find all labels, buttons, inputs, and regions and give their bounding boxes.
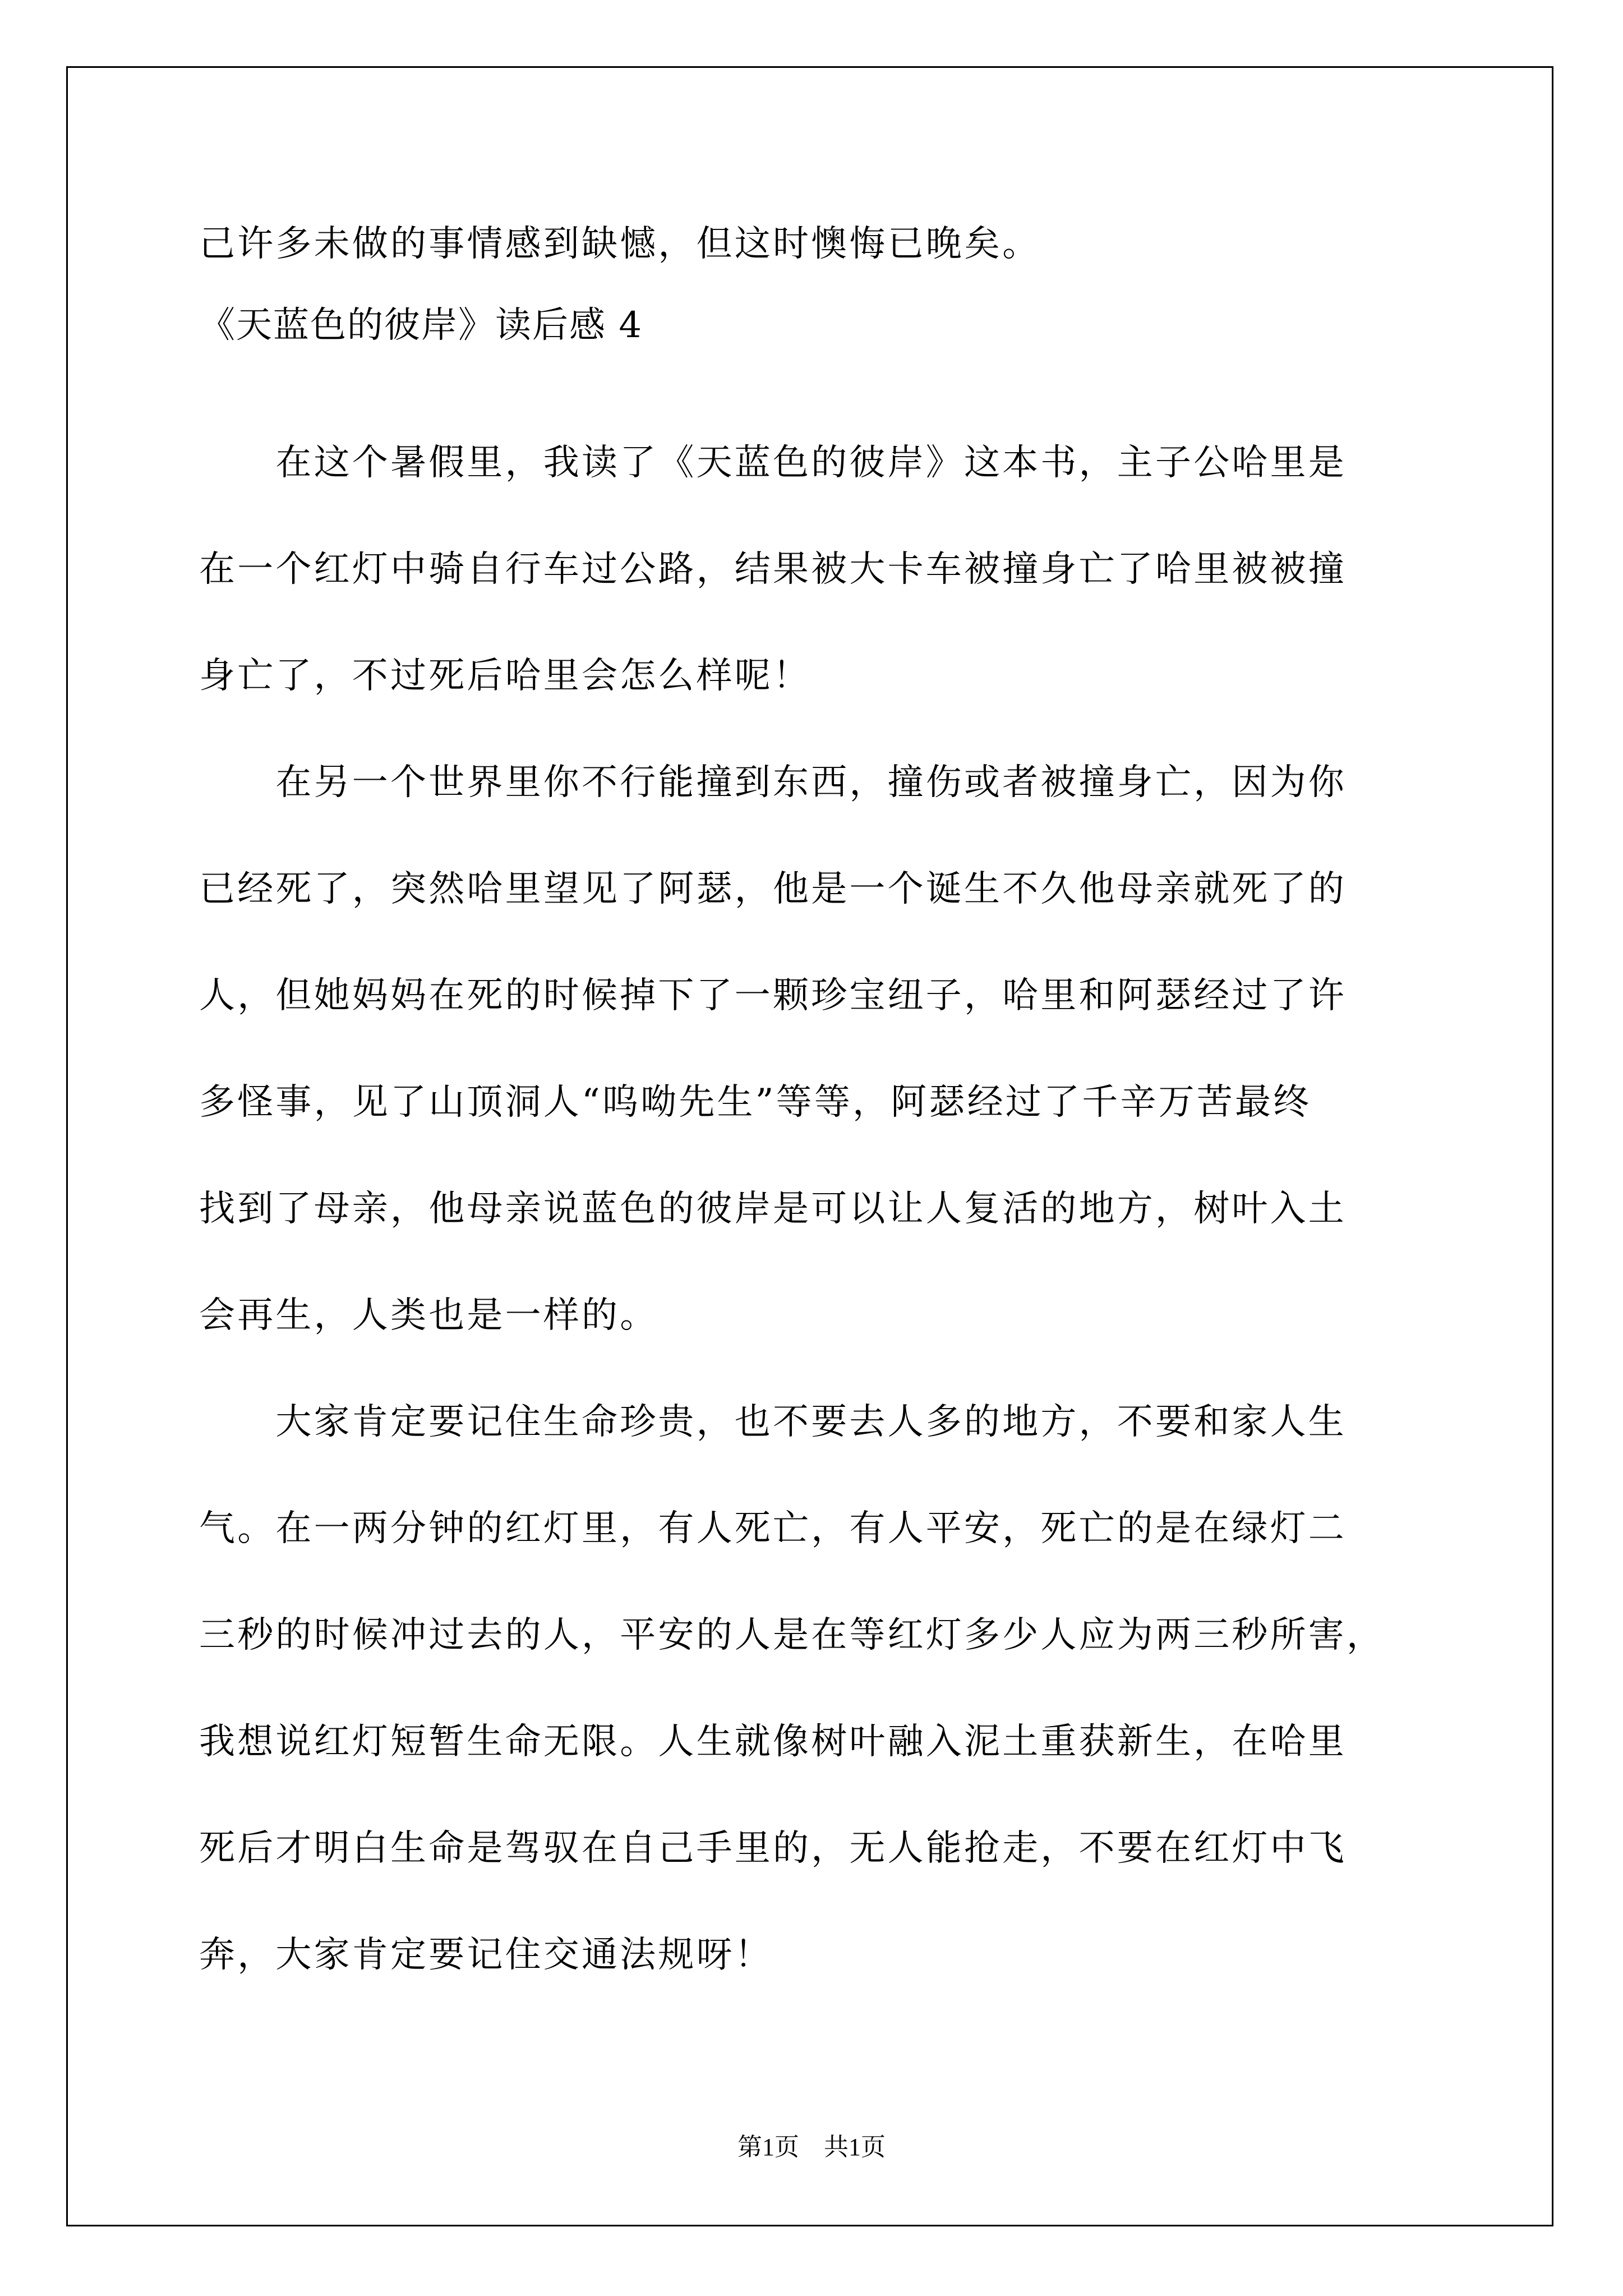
text-line-11: 会再生，人类也是一样的。: [199, 1295, 658, 1336]
text-line-10: 找到了母亲，他母亲说蓝色的彼岸是可以让人复活的地方，树叶入土: [199, 1188, 1347, 1230]
text-line-16: 死后才明白生命是驾驭在自己手里的，无人能抢走，不要在红灯中飞: [199, 1828, 1347, 1869]
section-heading: 《天蓝色的彼岸》读后感 4: [199, 305, 643, 346]
text-line-15: 我想说红灯短暂生命无限。人生就像树叶融入泥土重获新生，在哈里: [199, 1721, 1347, 1763]
text-line-6: 在另一个世界里你不行能撞到东西，撞伤或者被撞身亡，因为你: [199, 762, 1347, 803]
text-line-3: 在这个暑假里，我读了《天蓝色的彼岸》这本书，主子公哈里是: [199, 442, 1347, 484]
text-line-4: 在一个红灯中骑自行车过公路，结果被大卡车被撞身亡了哈里被被撞: [199, 549, 1347, 590]
text-line-12: 大家肯定要记住生命珍贵，也不要去人多的地方，不要和家人生: [199, 1401, 1347, 1443]
text-line-8: 人，但她妈妈在死的时候掉下了一颗珍宝纽子，哈里和阿瑟经过了许: [199, 975, 1347, 1016]
text-line-14: 三秒的时候冲过去的人，平安的人是在等红灯多少人应为两三秒所害，: [199, 1614, 1385, 1656]
page-footer: 第1页 共1页: [737, 2133, 886, 2161]
text-line-7: 已经死了，突然哈里望见了阿瑟，他是一个诞生不久他母亲就死了的: [199, 868, 1347, 910]
text-line-13: 气。在一两分钟的红灯里，有人死亡，有人平安，死亡的是在绿灯二: [199, 1508, 1347, 1549]
text-line-1: 己许多未做的事情感到缺憾，但这时懊悔已晚矣。: [199, 223, 1041, 265]
text-line-17: 奔，大家肯定要记住交通法规呀！: [199, 1934, 773, 1976]
text-line-5: 身亡了，不过死后哈里会怎么样呢！: [199, 655, 811, 697]
page-border: [66, 66, 1553, 2226]
text-line-9: 多怪事，见了山顶洞人“呜呦先生”等等，阿瑟经过了千辛万苦最终: [199, 1082, 1312, 1123]
